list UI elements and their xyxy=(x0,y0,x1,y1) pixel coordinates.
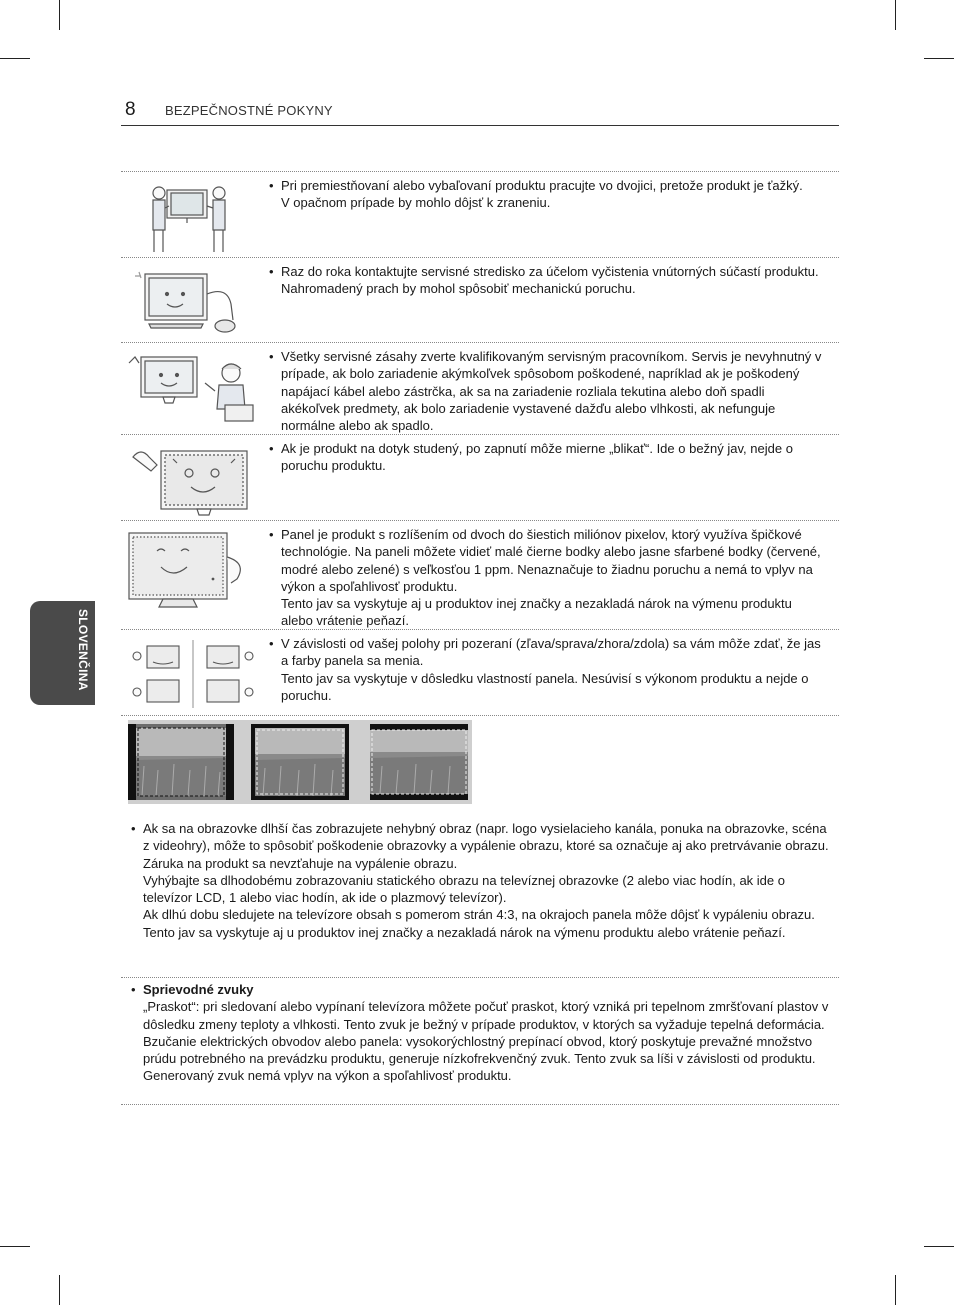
language-label: SLOVENČINA xyxy=(76,609,90,691)
burn-in-line: Tento jav sa vyskytuje aj u produktov inej značky a nezakladá nárok na výmenu produktu alebo vrátenie peňazí. xyxy=(143,924,786,940)
burn-in-paragraph xyxy=(131,820,831,941)
landscape-image-zoom-icon xyxy=(247,720,353,804)
section-divider xyxy=(121,977,839,978)
safety-row xyxy=(121,520,839,630)
safety-row xyxy=(121,629,839,716)
tv-vacuum-cleaner-icon xyxy=(127,264,245,345)
row-text xyxy=(269,348,825,434)
crop-mark xyxy=(924,58,954,59)
tv-blinking-hand-icon xyxy=(127,441,257,524)
row-paragraph: Raz do roka kontaktujte servisné stredisko za účelom vyčistenia vnútorných súčastí produktu. xyxy=(281,264,819,279)
crop-mark xyxy=(924,1246,954,1247)
row-paragraph: Pri premiestňovaní alebo vybaľovaní produktu pracujte vo dvojici, pretože produkt je ťažký. xyxy=(281,178,803,193)
row-text xyxy=(269,526,825,630)
row-paragraph: Všetky servisné zásahy zverte kvalifikovaným servisným pracovníkom. Servis je nevyhnutný v prípade, ak bolo zariadenie akýmkoľvek spôsobom poškodené, napríklad ak je poškodený napájací kábel alebo zástrčka, ak sa na zariadenie rozliala tekutina alebo doň spadli akékoľvek predmety, ak bolo zariadenie vystavené dažďu alebo vlhkosti, ak nefunguje normálne alebo ak spadlo. xyxy=(281,349,822,434)
section-divider xyxy=(121,715,839,716)
row-paragraph: Panel je produkt s rozlíšením od dvoch do šiestich miliónov pixelov, ktorý využíva špičkové technológie. Na paneli môžete vidieť malé čierne bodky alebo jasne sfarbené bodky (červené, modré alebo zelené) s veľkosťou 1 ppm. Nenaznačuje to žiadnu poruchu a nemá to vplyv na výkon a spoľahlivosť produktu. xyxy=(281,527,821,594)
bullet: • xyxy=(269,441,274,456)
crop-mark xyxy=(0,1246,30,1247)
crop-mark xyxy=(0,58,30,59)
tv-viewing-angles-icon xyxy=(127,636,257,717)
landscape-image-4-3-icon xyxy=(128,720,234,804)
row-text xyxy=(269,263,825,298)
safety-row xyxy=(121,171,839,258)
bullet: • xyxy=(269,178,274,193)
tv-pixels-icon xyxy=(127,527,257,616)
burn-in-line: Ak dlhú dobu sledujete na televízore obsah s pomerom strán 4:3, na okrajoch panela môže dôjsť k vypáleniu obrazu. xyxy=(143,907,815,923)
crop-mark xyxy=(59,1275,60,1305)
bullet: • xyxy=(131,821,136,836)
section-title: BEZPEČNOSTNÉ POKYNY xyxy=(165,103,333,118)
page-number: 8 xyxy=(125,99,136,120)
row-text xyxy=(269,635,825,704)
sounds-line: Generovaný zvuk nemá vplyv na výkon a spoľahlivosť produktu. xyxy=(143,1068,512,1084)
bullet: • xyxy=(269,636,274,651)
safety-row xyxy=(121,342,839,435)
section-divider xyxy=(121,1104,839,1105)
sounds-line: „Praskot“: pri sledovaní alebo vypínaní televízora môžete počuť praskot, ktorý vzniká pri tepelnom zmršťovaní plastov v dôsledku zmeny teploty a vlhkosti. Tento zvuk je bežný v prípade produktov, v ktorých sa vyžaduje tepelná deformácia. Bzučanie elektrických obvodov alebo panela: vysokorýchlostný prepínací obvod, ktorý poskytuje prevažné množstvo prúdu potrebného na prevádzku produktu, generuje nízkofrekvenčný zvuk. Tento zvuk sa líši v závislosti od produktu. xyxy=(143,999,829,1067)
sounds-paragraph xyxy=(131,981,831,1085)
two-people-carrying-tv-icon xyxy=(127,178,245,259)
row-paragraph: V závislosti od vašej polohy pri pozeraní (zľava/sprava/zhora/zdola) sa vám môže zdať, že jas a farby panela sa menia. xyxy=(281,636,821,669)
row-paragraph: Nahromadený prach by mohol spôsobiť mechanickú poruchu. xyxy=(281,281,636,297)
crop-mark xyxy=(895,0,896,30)
row-paragraph: Tento jav sa vyskytuje aj u produktov inej značky a nezakladá nárok na výmenu produktu alebo vrátenie peňazí. xyxy=(281,596,792,629)
burn-in-line: Vyhýbajte sa dlhodobému zobrazovaniu statického obrazu na televíznej obrazovke (2 alebo viac hodín, ak ide o televízor LCD, 1 alebo viac hodín, ak ide o plazmový televízor). xyxy=(143,872,785,906)
tv-service-technician-icon xyxy=(127,349,257,434)
bullet: • xyxy=(131,982,136,997)
landscape-image-letterbox-icon xyxy=(366,720,472,804)
row-paragraph: Tento jav sa vyskytuje v dôsledku vlastností panela. Nesúvisí s výkonom produktu a nejde o poruchu. xyxy=(281,670,809,703)
sounds-title: Sprievodné zvuky xyxy=(143,982,254,997)
crop-mark xyxy=(59,0,60,30)
burn-in-line: Ak sa na obrazovke dlhší čas zobrazujete nehybný obraz (napr. logo vysielacieho kanála, ponuka na obrazovke, scéna z videohry), môže to spôsobiť poškodenie obrazovky a vypálenie obrazu, ktoré sa označuje aj ako pretrvávanie obrazu. Záruka na produkt sa nevzťahuje na vypálenie obrazu. xyxy=(143,821,829,871)
bullet: • xyxy=(269,264,274,279)
safety-row xyxy=(121,257,839,343)
row-text xyxy=(269,177,825,212)
row-paragraph: V opačnom prípade by mohlo dôjsť k zraneniu. xyxy=(281,195,551,211)
burn-in-image-strip xyxy=(128,720,472,804)
row-text xyxy=(269,440,825,475)
safety-row xyxy=(121,434,839,521)
language-side-tab xyxy=(30,601,95,705)
bullet: • xyxy=(269,349,274,364)
crop-mark xyxy=(895,1275,896,1305)
bullet: • xyxy=(269,527,274,542)
header-divider xyxy=(121,125,839,126)
row-paragraph: Ak je produkt na dotyk studený, po zapnutí môže mierne „blikať“. Ide o bežný jav, nejde o poruchu produktu. xyxy=(281,441,793,474)
